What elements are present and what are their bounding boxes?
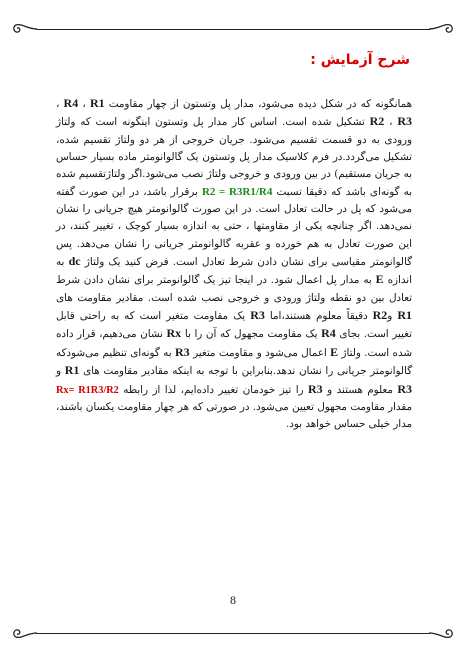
bottom-border-line: [36, 633, 430, 634]
page-number: 8: [230, 593, 236, 607]
text-run: ،: [384, 116, 398, 129]
symbol: E: [375, 272, 384, 287]
text-run: دقیقاً معلوم هستند،اما: [264, 310, 373, 323]
body-text: [56, 95, 412, 434]
top-border-line: [36, 29, 430, 30]
unknown-resistor-formula: Rx= R1R3/R2: [56, 384, 119, 396]
text-run: ،: [56, 98, 64, 110]
text-run: یک مقاومت متغیر است که به راحتی قابل تغییر است. بجای: [56, 310, 412, 341]
paragraph: [56, 95, 412, 434]
text-run: اعمال می‌شود و مقاومت متغیر: [189, 346, 331, 359]
symbol: R3: [397, 381, 413, 396]
text-run: یک مقاومت مجهول که آن را با: [181, 328, 322, 341]
bottom-right-ornament-icon: [428, 625, 454, 641]
symbol: R3: [308, 381, 323, 396]
text-run: همانگونه که در شکل دیده می‌شود، مدار پل وتستون از چهار مقاومت: [104, 98, 413, 110]
text-run: را تیز خودمان تغییر داده‌ایم، لذا از رابطه: [118, 383, 308, 396]
text-run: معلوم هستند و: [322, 383, 398, 396]
text-run: برقرار باشد، در این صورت گفته می‌شود که پل در حالت تعادل است. در این صورت گالوانومتر هیچ جریانی را نشان نمی‌دهد. اگر چنانچه یکی از مقاومتها ، حتی به اندازه بسیار کوچک ، تغییر کنند، در این صورت تعادل به هم خورده و عقربه گالوانومتر جریانی را نشان می‌دهد. پس گالوانومتر مقیاسی برای نشان دادن شرط تعادل است. فرض کنید یک ولتاژ: [56, 185, 412, 269]
text-run: و: [387, 310, 398, 323]
section-heading: شرح آزمایش :: [310, 52, 410, 68]
text-run: مقدار مقاومت مجهول تعیین می‌شود. در صورتی که هر چهار مقاومت یکسان باشند، مدار خیلی حساس خواهد بود.: [56, 400, 412, 431]
top-left-ornament-icon: [12, 21, 38, 37]
text-run: به گونه‌ای تنظیم می‌شودکه گالوانومتر جریانی را نشان ندهد.بنابراین با توجه به اینکه مقادیر مقاومت های: [56, 346, 412, 378]
symbol: R1: [64, 363, 80, 378]
text-run: نشان می‌دهیم، قرار داده شده است. ولتاژ: [56, 328, 412, 359]
symbol: R3: [174, 344, 190, 359]
text-run: ،: [78, 98, 90, 110]
symbol: E: [330, 344, 339, 359]
symbol: R2: [369, 114, 385, 129]
top-right-ornament-icon: [428, 21, 454, 37]
symbol: R4: [321, 326, 336, 341]
symbol: R3: [250, 308, 265, 323]
text-run: تشکیل شده است. اساس کار مدار پل وتستون اینگونه است که ولتاژ ورودی به دو قسمت تقسیم می‌شود. جریان خروجی از هر دو ولتاژ تقسیم شده، تشکیل می‌گردد.در فرم کلاسیک مدار پل وتستون یک گالوانومتر ماده بسیار حساس به جریان مستقیم) در بین ورودی و خروجی ولتاژ نصب می‌شود.اگر ولتاژتقسیم شده به گونه‌ای باشد که دقیقا تسبت: [56, 116, 413, 198]
symbol: R3: [397, 114, 412, 129]
text-run: به اندازه: [56, 256, 412, 287]
symbol: R2: [372, 308, 388, 323]
symbol: dc: [68, 254, 81, 269]
symbol: R1: [397, 308, 412, 323]
bottom-left-ornament-icon: [12, 625, 38, 641]
balance-formula: R2 = R3R1/R4: [201, 185, 273, 198]
symbol: Rx: [166, 326, 182, 341]
symbol: R1: [89, 96, 105, 110]
symbol: R4: [63, 96, 79, 110]
text-run: و: [56, 365, 65, 378]
text-run: به مدار پل اعمال شود. در اینجا تیز یک گالوانومتر برای نشان دادن شرط تعادل بین دو نقطه ولتاژ ورودی و خروجی نصب شده است. مقادیر مقاومت های: [56, 274, 412, 304]
